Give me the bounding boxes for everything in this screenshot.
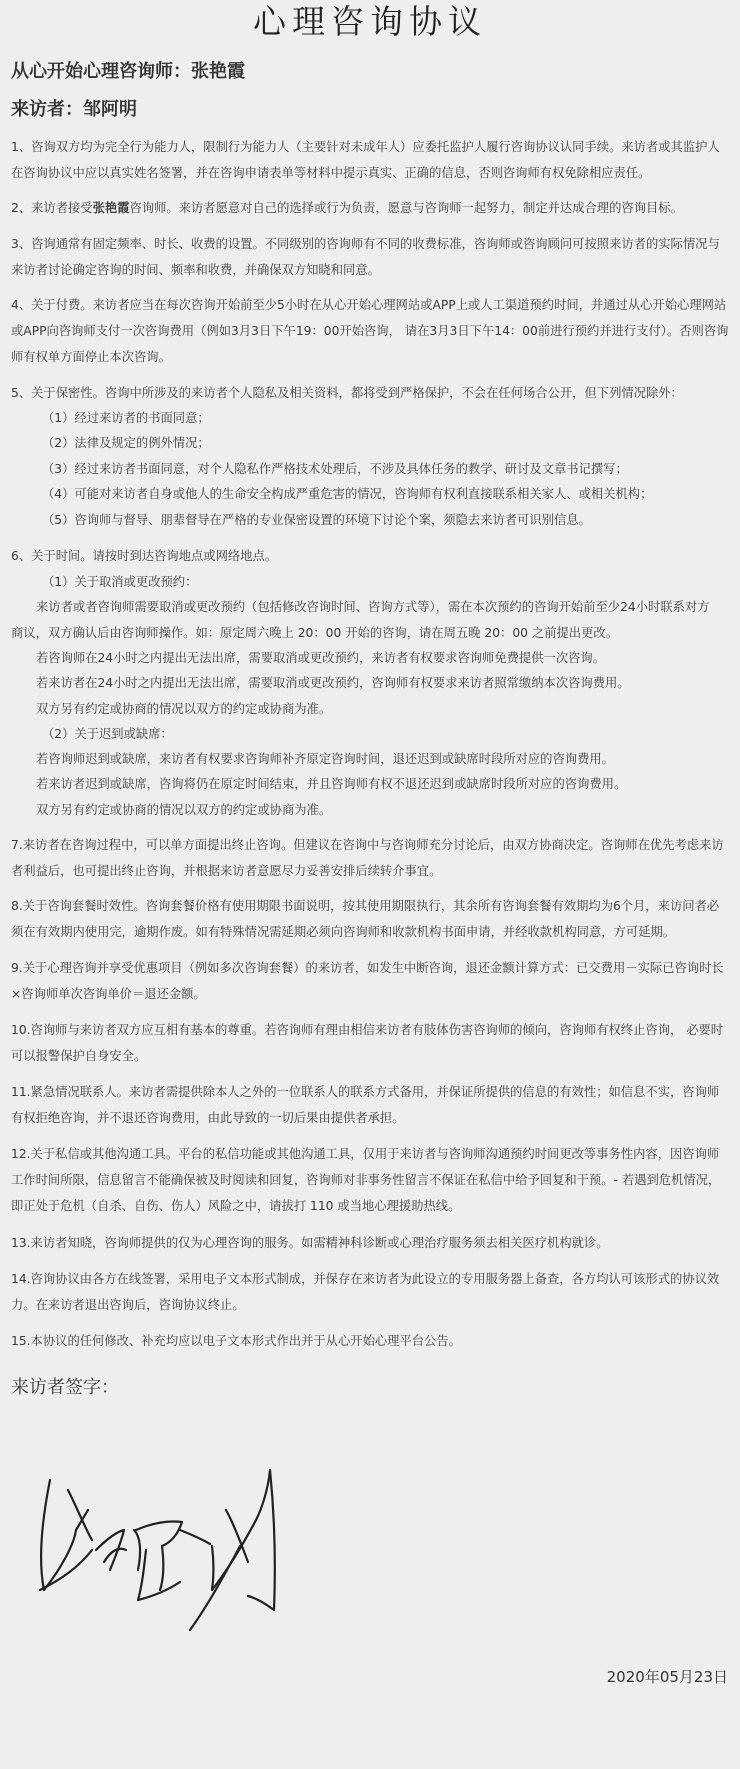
clause-4: 4、关于付费。来访者应当在每次咨询开始前至少5小时在从心开始心理网站或APP上或人工渠道预约时间，并通过从心开始心理网站或APP向咨询师支付一次咨询费用（例如3月3日下午19：00开始咨询， 请在3月3日下午14：00前进行预约并进行支付）。否则咨询师有权单方面停止本次咨询。 [11,298,729,364]
clause-13: 13.来访者知晓，咨询师提供的仅为心理咨询的服务。如需精神科诊断或心理治疗服务须去相关医疗机构就诊。 [11,1236,609,1250]
clause-11: 11.紧急情况联系人。来访者需提供除本人之外的一位联系人的联系方式备用，并保证所提供的信息的有效性；如信息不实，咨询师有权拒绝咨询，并不退还咨询费用，由此导致的一切后果由提供者承担。 [11,1085,720,1125]
clause-12: 12.关于私信或其他沟通工具。平台的私信功能或其他沟通工具，仅用于来访者与咨询师沟通预约时间更改等事务性内容，因咨询师工作时间所限，信息留言不能确保被及时阅读和回复，咨询师对非事务性留言不保证在私信中给予回复和干预。- 若遇到危机情况，即正处于危机（自杀、自伤、伤人）风险之中，请拔打 110 或当地心理援助热线。 [11,1147,721,1213]
clause-6-sub2-a: 若咨询师迟到或缺席，来访者有权要求咨询师补齐原定咨询时间，退还迟到或缺席时段所对应的咨询费用。 [36,752,614,766]
clause-14: 14.咨询协议由各方在线签署，采用电子文本形式制成，并保存在来访者为此设立的专用服务器上备查，各方均认可该形式的协议效力。在来访者退出咨询后，咨询协议终止。 [11,1272,720,1312]
clause-2-before: 2、来访者接受 [11,201,93,215]
clause-5-item: （4）可能对来访者自身或他人的生命安全构成严重危害的情况，咨询师有权利直接联系相关家人、或相关机构； [42,487,653,501]
counselor-line: 从心开始心理咨询师：张艳霞 [11,61,245,82]
signature-date: 2020年05月23日 [606,1668,728,1686]
clause-9: 9.关于心理咨询并享受优惠项目（例如多次咨询套餐）的来访者，如发生中断咨询，退还金额计算方式：已交费用－实际已咨询时长×咨询师单次咨询单价＝退还金额。 [11,961,724,1001]
handwritten-signature [30,1450,310,1650]
clause-5-item: （1）经过来访者的书面同意； [42,411,210,425]
clause-6-sub1-c: 双方另有约定或协商的情况以双方的约定或协商为准。 [36,702,332,716]
clause-5-item: （3）经过来访者书面同意，对个人隐私作严格技术处理后，不涉及具体任务的教学、研讨及文章书记撰写； [42,462,628,476]
clause-15: 15.本协议的任何修改、补充均应以电子文本形式作出并于从心开始心理平台公告。 [11,1334,461,1348]
clause-6-sub2-c: 双方另有约定或协商的情况以双方的约定或协商为准。 [36,803,332,817]
clause-2-after: 咨询师。来访者愿意对自己的选择或行为负责，愿意与咨询师一起努力，制定并达成合理的咨询目标。 [129,201,683,215]
clause-2 [11,195,729,221]
signature-label: 来访者签字： [11,1377,119,1398]
clause-6-sub1-body-cont: 商议，双方确认后由咨询师操作。如：原定周六晚上 20：00 开始的咨询，请在周五晚 20：00 之前提出更改。 [11,626,618,640]
clause-6-sub1-a: 若咨询师在24小时之内提出无法出席，需要取消或更改预约，来访者有权要求咨询师免费提供一次咨询。 [36,651,606,665]
clause-6-sub1-body: 来访者或者咨询师需要取消或更改预约（包括修改咨询时间、咨询方式等），需在本次预约的咨询开始前至少24小时联系对方 [36,600,710,614]
clause-6-sub1-title: （1）关于取消或更改预约： [42,575,198,589]
clause-7: 7.来访者在咨询过程中，可以单方面提出终止咨询。但建议在咨询中与咨询师充分讨论后，由双方协商决定。咨询师在优先考虑来访者利益后，也可提出终止咨询，并根据来访者意愿尽力妥善安排后续转介事宜。 [11,838,724,878]
clause-8: 8.关于咨询套餐时效性。咨询套餐价格有使用期限书面说明，按其使用期限执行，其余所有咨询套餐有效期均为6个月，来访问者必须在有效期内使用完，逾期作废。如有特殊情况需延期必须向咨询师和收款机构书面申请，并经收款机构同意，方可延期。 [11,899,720,939]
clause-5-item: （2）法律及规定的例外情况； [42,436,210,450]
clause-3: 3、咨询通常有固定频率、时长、收费的设置。不同级别的咨询师有不同的收费标准，咨询师或咨询顾问可按照来访者的实际情况与来访者讨论确定咨询的时间、频率和收费，并确保双方知晓和同意。 [11,237,720,277]
document-title: 心理咨询协议 [253,2,487,41]
counselor-name: 张艳霞 [92,201,130,215]
clause-5-intro: 5、关于保密性。咨询中所涉及的来访者个人隐私及相关资料，都将受到严格保护，不会在任何场合公开，但下列情况除外： [11,386,683,400]
clause-5-item: （5）咨询师与督导、朋辈督导在严格的专业保密设置的环境下讨论个案，须隐去来访者可识别信息。 [42,513,591,527]
clause-10: 10.咨询师与来访者双方应互相有基本的尊重。若咨询师有理由相信来访者有肢体伤害咨询师的倾向，咨询师有权终止咨询， 必要时可以报警保护自身安全。 [11,1023,724,1063]
clause-1: 1、咨询双方均为完全行为能力人，限制行为能力人（主要针对未成年人）应委托监护人履行咨询协议认同手续。来访者或其监护人在咨询协议中应以真实姓名签署，并在咨询申请表单等材料中提示真实、正确的信息，否则咨询师有权免除相应责任。 [11,140,720,180]
clause-6-sub2-b: 若来访者迟到或缺席，咨询将仍在原定时间结束，并且咨询师有权不退还迟到或缺席时段所对应的咨询费用。 [36,777,627,791]
client-line: 来访者：邹阿明 [11,99,137,120]
clause-6-sub1-b: 若来访者在24小时之内提出无法出席，需要取消或更改预约，咨询师有权要求来访者照常缴纳本次咨询费用。 [36,676,630,690]
clause-6-intro: 6、关于时间。请按时到达咨询地点或网络地点。 [11,549,278,563]
clause-6-sub2-title: （2）关于迟到或缺席： [42,727,173,741]
